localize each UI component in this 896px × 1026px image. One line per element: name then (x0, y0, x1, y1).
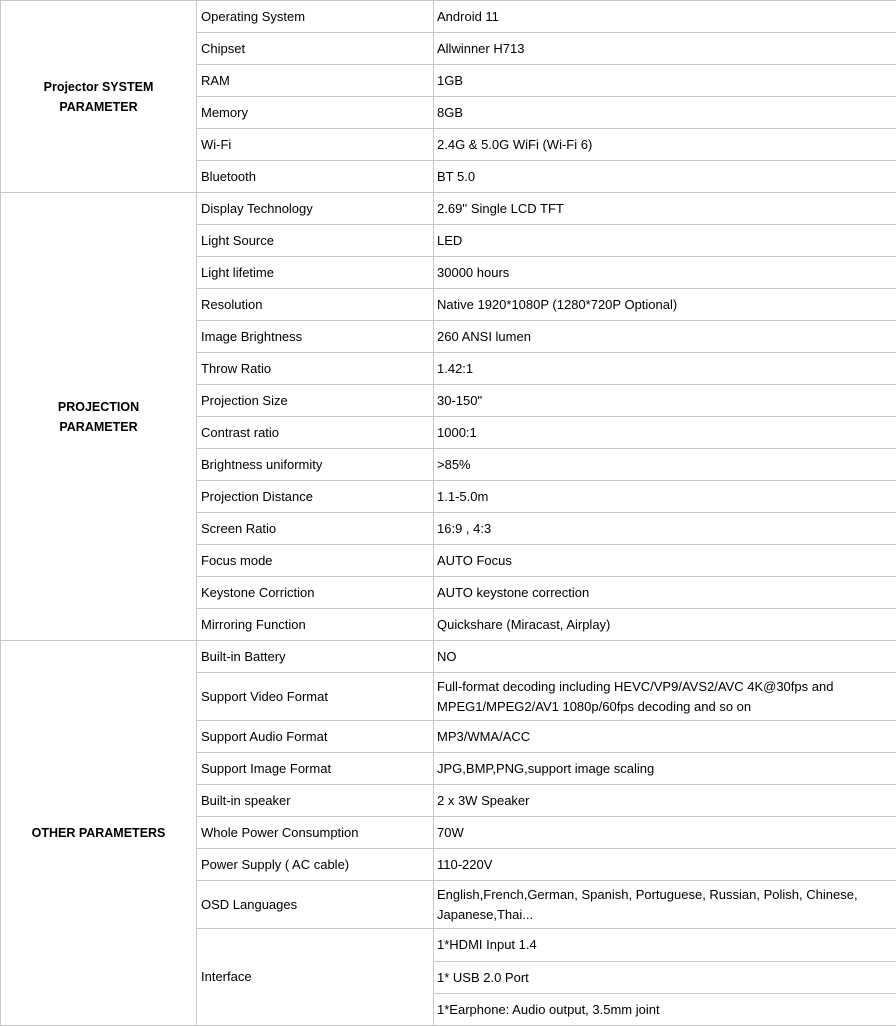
spec-label: Screen Ratio (197, 513, 434, 545)
spec-label: Support Image Format (197, 753, 434, 785)
spec-label: Brightness uniformity (197, 449, 434, 481)
group-title-line: PROJECTION (58, 400, 139, 414)
spec-label: Memory (197, 97, 434, 129)
spec-label: Whole Power Consumption (197, 817, 434, 849)
spec-value: Android 11 (434, 1, 896, 33)
spec-value: Native 1920*1080P (1280*720P Optional) (434, 289, 896, 321)
spec-label: Light Source (197, 225, 434, 257)
spec-label: Contrast ratio (197, 417, 434, 449)
spec-value: 110-220V (434, 849, 896, 881)
spec-label: Focus mode (197, 545, 434, 577)
spec-value: 8GB (434, 97, 896, 129)
group-title-other (1, 641, 197, 1026)
spec-label: OSD Languages (197, 881, 434, 929)
spec-label: Chipset (197, 33, 434, 65)
group-title-projection (1, 193, 197, 641)
spec-value: 2.4G & 5.0G WiFi (Wi-Fi 6) (434, 129, 896, 161)
group-title-line: PARAMETER (59, 100, 137, 114)
spec-value: >85% (434, 449, 896, 481)
spec-label: Throw Ratio (197, 353, 434, 385)
spec-label: Support Video Format (197, 673, 434, 721)
spec-value: MP3/WMA/ACC (434, 721, 896, 753)
spec-value: 1* USB 2.0 Port (434, 962, 896, 994)
spec-label: Projection Size (197, 385, 434, 417)
table-row (1, 641, 896, 673)
spec-label: Bluetooth (197, 161, 434, 193)
spec-value: 1.42:1 (434, 353, 896, 385)
spec-value: English,French,German, Spanish, Portuguese, Russian, Polish, Chinese, Japanese,Thai... (434, 881, 896, 929)
spec-label: Light lifetime (197, 257, 434, 289)
spec-value: 260 ANSI lumen (434, 321, 896, 353)
group-title-line: Projector SYSTEM (44, 80, 154, 94)
spec-value: 16:9 , 4:3 (434, 513, 896, 545)
spec-value: Full-format decoding including HEVC/VP9/AVS2/AVC 4K@30fps and MPEG1/MPEG2/AV1 1080p/60fps decoding and so on (434, 673, 896, 721)
group-title-line: OTHER PARAMETERS (32, 826, 166, 840)
spec-value: Allwinner H713 (434, 33, 896, 65)
spec-label: Image Brightness (197, 321, 434, 353)
spec-label: Keystone Corriction (197, 577, 434, 609)
spec-label: Resolution (197, 289, 434, 321)
spec-label: Display Technology (197, 193, 434, 225)
spec-label: Mirroring Function (197, 609, 434, 641)
table-row (1, 193, 896, 225)
spec-value: 1*HDMI Input 1.4 (434, 929, 896, 962)
spec-label-interface: Interface (197, 929, 434, 1026)
spec-label: Built-in speaker (197, 785, 434, 817)
spec-value: 2.69'' Single LCD TFT (434, 193, 896, 225)
group-title-system (1, 1, 197, 193)
spec-value: Quickshare (Miracast, Airplay) (434, 609, 896, 641)
spec-value: 1000:1 (434, 417, 896, 449)
spec-value: 1*Earphone: Audio output, 3.5mm joint (434, 994, 896, 1026)
spec-value: JPG,BMP,PNG,support image scaling (434, 753, 896, 785)
spec-label: Support Audio Format (197, 721, 434, 753)
spec-value: BT 5.0 (434, 161, 896, 193)
spec-value: 2 x 3W Speaker (434, 785, 896, 817)
spec-label: RAM (197, 65, 434, 97)
spec-label: Operating System (197, 1, 434, 33)
group-title-line: PARAMETER (59, 420, 137, 434)
spec-value: 70W (434, 817, 896, 849)
spec-value: NO (434, 641, 896, 673)
spec-label: Power Supply ( AC cable) (197, 849, 434, 881)
spec-value: 1.1-5.0m (434, 481, 896, 513)
spec-value: AUTO Focus (434, 545, 896, 577)
spec-label: Built-in Battery (197, 641, 434, 673)
spec-value: 1GB (434, 65, 896, 97)
spec-value: 30000 hours (434, 257, 896, 289)
spec-value: AUTO keystone correction (434, 577, 896, 609)
table-row (1, 1, 896, 33)
spec-label: Projection Distance (197, 481, 434, 513)
spec-value: 30-150" (434, 385, 896, 417)
spec-label: Wi-Fi (197, 129, 434, 161)
spec-value: LED (434, 225, 896, 257)
